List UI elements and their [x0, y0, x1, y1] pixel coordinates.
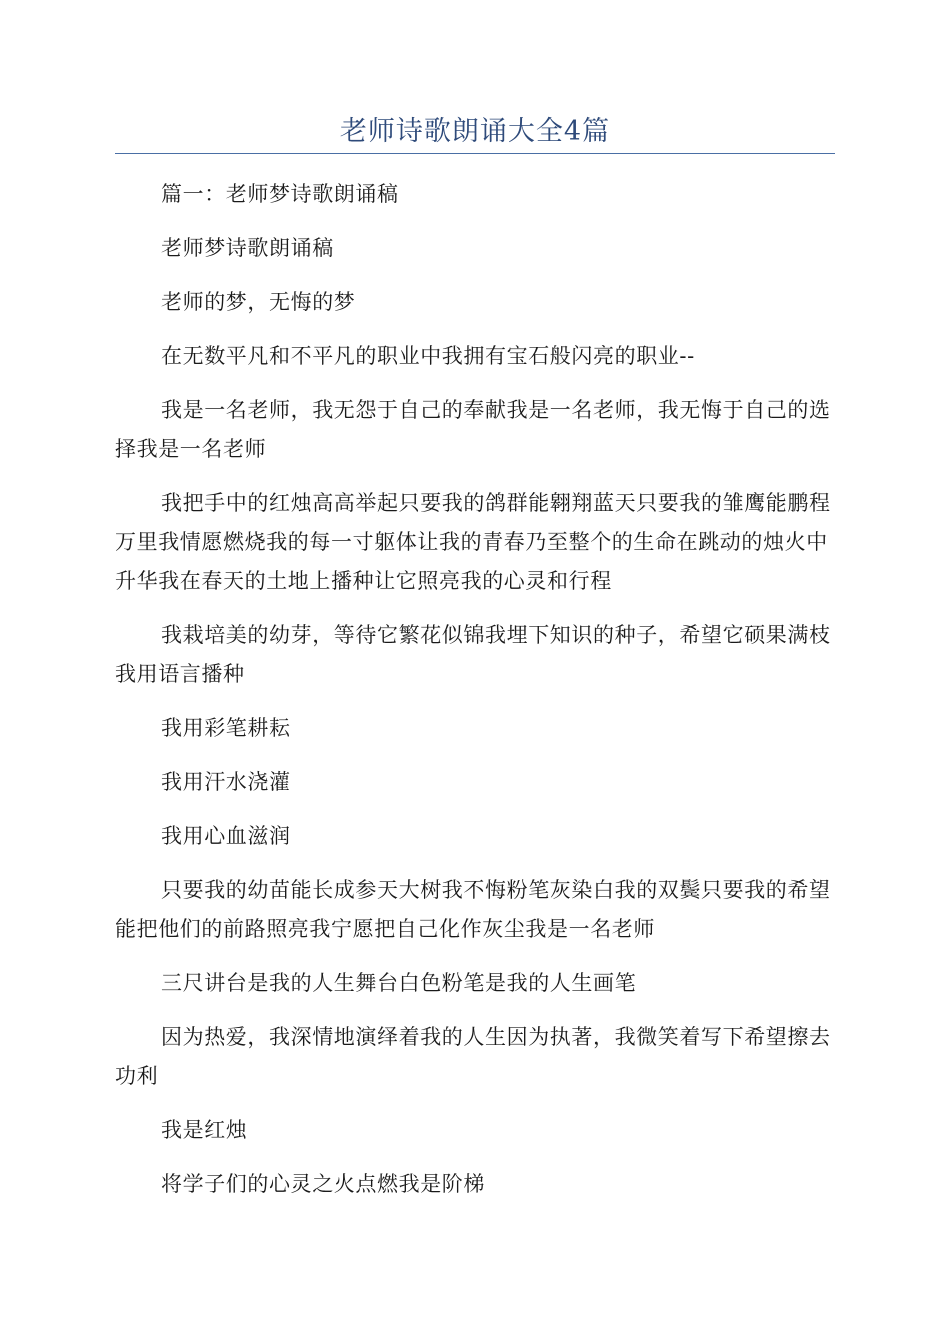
- paragraph: 我是一名老师，我无怨于自己的奉献我是一名老师，我无悔于自己的选择我是一名老师: [115, 398, 831, 461]
- paragraph: 我用汗水浇灌: [161, 770, 291, 794]
- paragraph: 在无数平凡和不平凡的职业中我拥有宝石般闪亮的职业--: [161, 344, 695, 368]
- paragraph: 我是红烛: [161, 1118, 248, 1142]
- paragraph: 我用彩笔耕耘: [161, 716, 291, 740]
- paragraph-section-heading: 篇一：老师梦诗歌朗诵稿: [161, 182, 399, 206]
- paragraph-subtitle: 老师梦诗歌朗诵稿: [161, 236, 334, 260]
- title-underline: [115, 153, 835, 154]
- paragraph: 我把手中的红烛高高举起只要我的鸽群能翱翔蓝天只要我的雏鹰能鹏程万里我情愿燃烧我的每一寸躯体让我的青春乃至整个的生命在跳动的烛火中升华我在春天的土地上播种让它照亮我的心灵和行程: [115, 491, 831, 593]
- paragraph: 我栽培美的幼芽，等待它繁花似锦我埋下知识的种子，希望它硕果满枝我用语言播种: [115, 623, 831, 686]
- document-body: [115, 175, 835, 1219]
- paragraph: 我用心血滋润: [161, 824, 291, 848]
- paragraph: 将学子们的心灵之火点燃我是阶梯: [161, 1172, 485, 1196]
- paragraph: 老师的梦，无悔的梦: [161, 290, 356, 314]
- page-title: 老师诗歌朗诵大全4篇: [339, 116, 611, 147]
- paragraph: 只要我的幼苗能长成参天大树我不悔粉笔灰染白我的双鬓只要我的希望能把他们的前路照亮我宁愿把自己化作灰尘我是一名老师: [115, 878, 831, 941]
- paragraph: 三尺讲台是我的人生舞台白色粉笔是我的人生画笔: [161, 971, 637, 995]
- paragraph: 因为热爱，我深情地演绎着我的人生因为执著，我微笑着写下希望擦去功利: [115, 1025, 831, 1088]
